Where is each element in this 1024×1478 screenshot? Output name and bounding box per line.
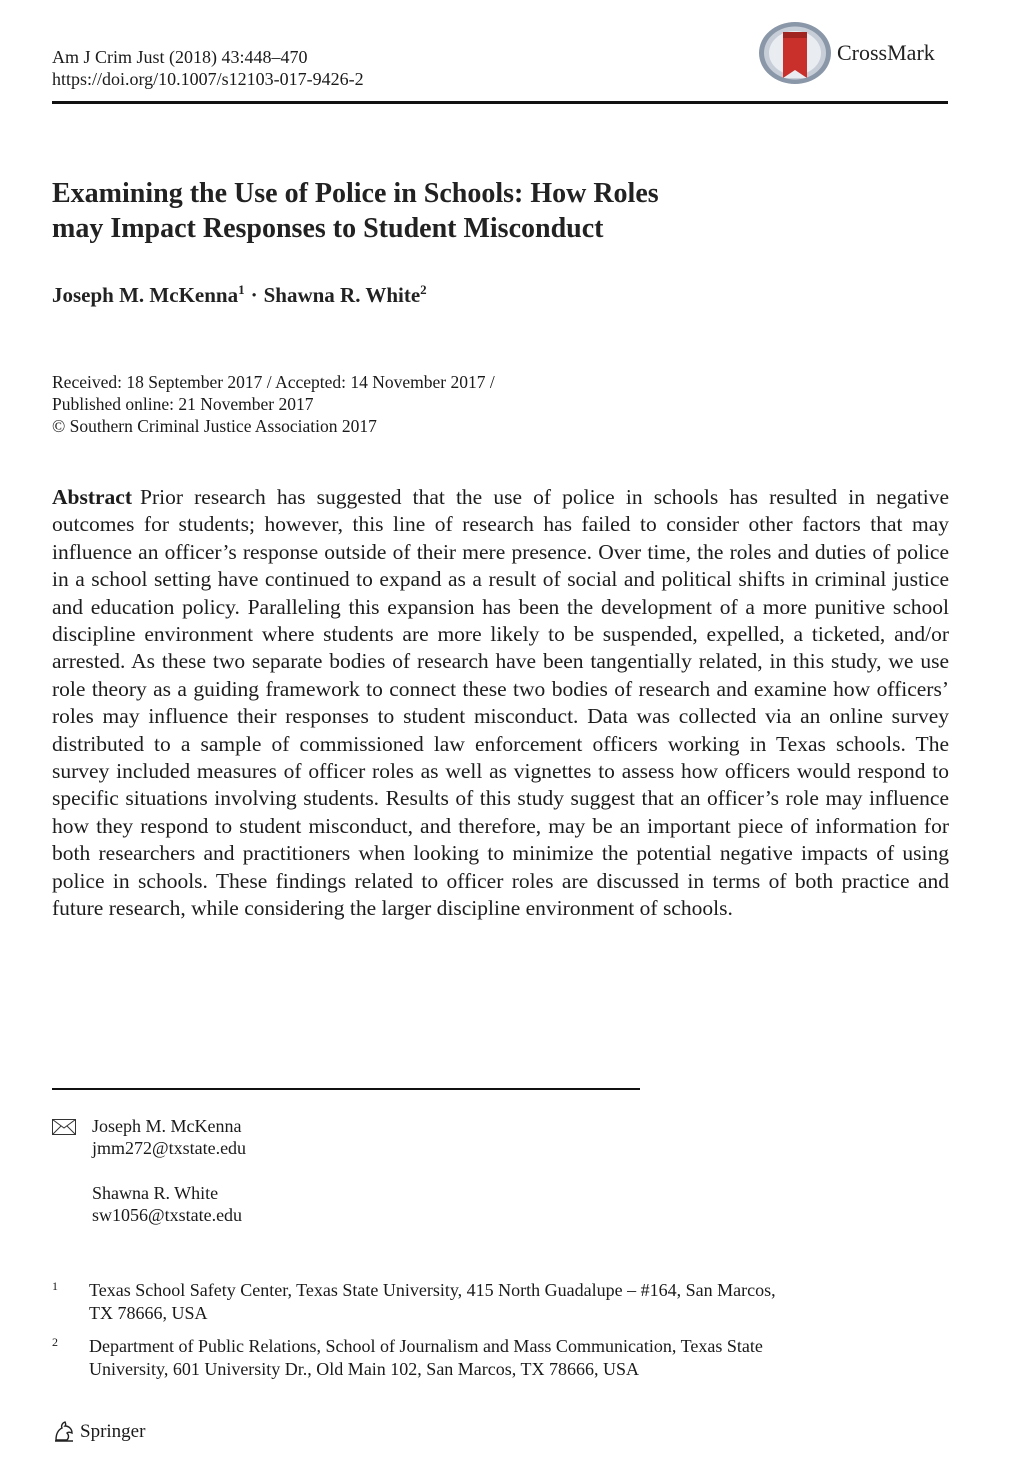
author-name[interactable]: Joseph M. McKenna xyxy=(52,283,239,307)
abstract-label: Abstract xyxy=(52,485,133,509)
correspondent-name: Shawna R. White xyxy=(92,1183,219,1203)
affiliation-line: Department of Public Relations, School of Journalism and Mass Communication, Texas State xyxy=(89,1336,763,1356)
footnote-rule xyxy=(52,1088,640,1090)
author-separator: · xyxy=(250,283,258,307)
crossmark-label: CrossMark xyxy=(837,40,935,65)
affiliation-line: University, 601 University Dr., Old Main 102, San Marcos, TX 78666, USA xyxy=(89,1359,639,1379)
affiliation-line: TX 78666, USA xyxy=(89,1303,208,1323)
publication-history xyxy=(52,371,495,437)
affiliation-line: Texas School Safety Center, Texas State University, 415 North Guadalupe – #164, San Marcos, xyxy=(89,1280,776,1300)
received-accepted-dates: Received: 18 September 2017 / Accepted: 14 November 2017 / xyxy=(52,372,495,392)
correspondent-name: Joseph M. McKenna xyxy=(92,1116,242,1136)
springer-horse-icon xyxy=(52,1420,76,1444)
header-rule xyxy=(52,101,948,104)
title-line-1: Examining the Use of Police in Schools: How Roles xyxy=(52,178,659,209)
crossmark-badge[interactable] xyxy=(757,20,935,86)
article-title xyxy=(52,176,952,246)
author-list xyxy=(52,282,427,308)
abstract xyxy=(52,484,949,923)
author-affiliation-marker: 1 xyxy=(238,282,245,297)
affiliation-number: 2 xyxy=(52,1335,58,1349)
doi-link[interactable]: https://doi.org/10.1007/s12103-017-9426-2 xyxy=(52,69,364,89)
journal-header xyxy=(52,46,364,90)
author-affiliation-marker: 2 xyxy=(420,282,427,297)
copyright-line: © Southern Criminal Justice Association 2017 xyxy=(52,416,377,436)
journal-citation: Am J Crim Just (2018) 43:448–470 xyxy=(52,47,308,67)
published-online-date: Published online: 21 November 2017 xyxy=(52,394,314,414)
crossmark-icon xyxy=(757,20,833,86)
affiliation-number: 1 xyxy=(52,1279,58,1293)
publisher-logo xyxy=(52,1420,145,1444)
correspondent-email[interactable]: jmm272@txstate.edu xyxy=(92,1138,247,1158)
publisher-name: Springer xyxy=(80,1421,146,1442)
author-name[interactable]: Shawna R. White xyxy=(263,283,421,307)
title-line-2: may Impact Responses to Student Misconduct xyxy=(52,213,604,244)
abstract-text: Prior research has suggested that the use of police in schools has resulted in negative outcomes for students; however, this line of research has failed to consider other factors that may influence an officer’s response outside of their mere presence. Over time, the roles and duties of police in a school setting have continued to expand as a result of social and political shifts in criminal justice and education policy. Paralleling this expansion has been the development of a more punitive school discipline environment where students are more likely to be suspended, expelled, a ticketed, and/or arrested. As these two separate bodies of research have been tangentially related, in this study, we use role theory as a guiding framework to connect these two bodies of research and examine how officers’ roles may influence their responses to student misconduct. Data was collected via an online survey distributed to a sample of commissioned law enforcement officers working in Texas schools. The survey included measures of officer roles as well as vignettes to assess how officers would respond to specific situations involving students. Results of this study suggest that an officer’s role may influence how they respond to student misconduct, and therefore, may be an important piece of information for both researchers and practitioners when looking to minimize the potential negative impacts of using police in schools. These findings related to officer roles are discussed in terms of both practice and future research, while considering the larger discipline environment of schools. xyxy=(52,485,949,921)
envelope-icon xyxy=(52,1119,76,1135)
correspondent-email[interactable]: sw1056@txstate.edu xyxy=(92,1205,243,1225)
